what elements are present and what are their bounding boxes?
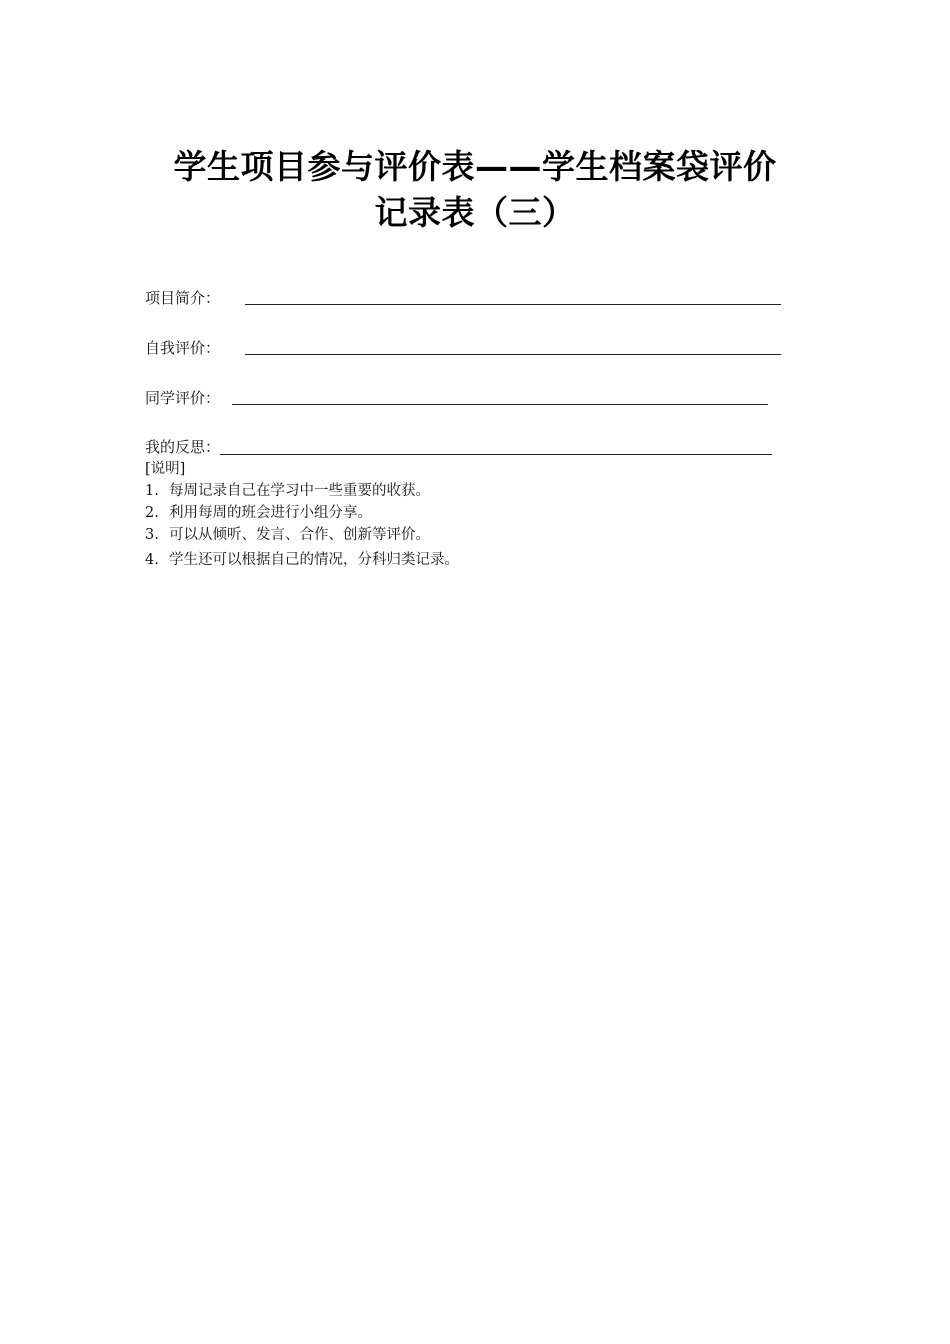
- note-text: 学生还可以根据自己的情况，分科归类记录。: [169, 552, 459, 568]
- note-text: 可以从倾听、发言、合作、创新等评价。: [169, 527, 430, 543]
- note-item: [145, 524, 459, 546]
- page-title-line-2: 记录表（三）: [374, 193, 576, 232]
- note-item: [145, 480, 459, 502]
- note-number: 2.: [145, 505, 159, 521]
- reflection-line[interactable]: [220, 454, 772, 455]
- reflection-label: 我的反思：: [145, 438, 221, 456]
- note-number: 1.: [145, 483, 159, 499]
- peer-eval-label: 同学评价：: [145, 389, 221, 407]
- note-item: [145, 502, 459, 524]
- note-number: 3.: [145, 527, 159, 543]
- peer-eval-row: [145, 388, 220, 408]
- notes-heading: [说明]: [145, 461, 186, 477]
- note-text: 每周记录自己在学习中一些重要的收获。: [169, 483, 430, 499]
- self-eval-row: [145, 338, 220, 358]
- note-item: [145, 549, 459, 571]
- page-title-line-1: 学生项目参与评价表——学生档案袋评价: [173, 147, 777, 186]
- project-intro-label: 项目简介：: [145, 289, 221, 307]
- note-number: 4.: [145, 552, 159, 568]
- self-eval-label: 自我评价：: [145, 339, 221, 357]
- project-intro-row: [145, 288, 220, 308]
- note-text: 利用每周的班会进行小组分享。: [169, 505, 372, 521]
- notes-section: [145, 458, 459, 571]
- self-eval-line[interactable]: [245, 354, 781, 355]
- reflection-row: [145, 437, 220, 457]
- peer-eval-line[interactable]: [232, 404, 768, 405]
- project-intro-line[interactable]: [245, 304, 781, 305]
